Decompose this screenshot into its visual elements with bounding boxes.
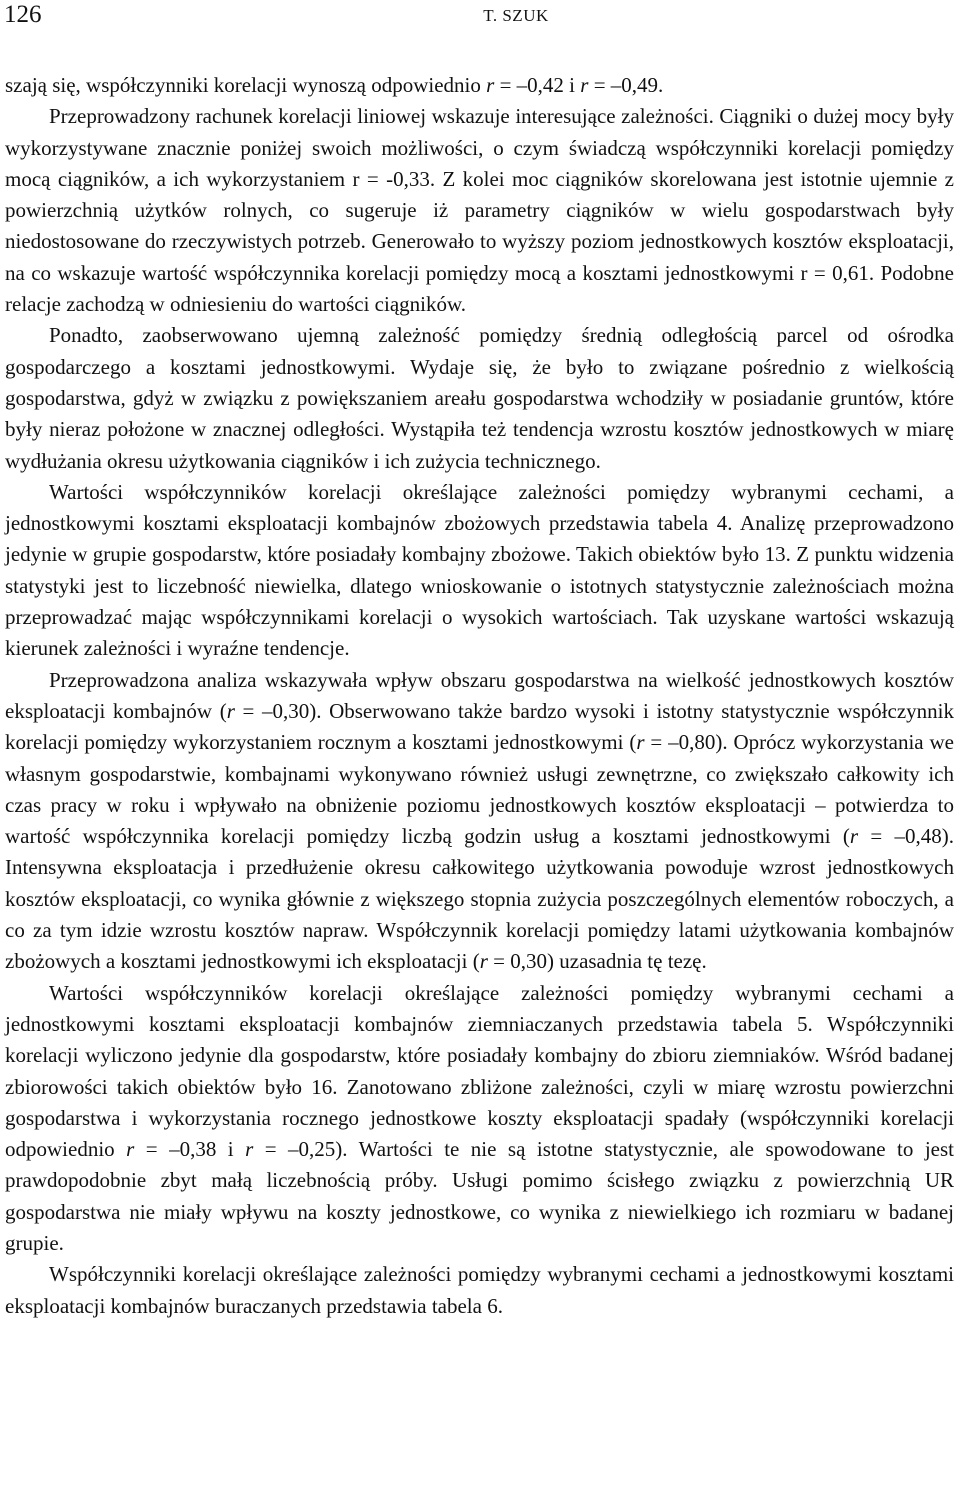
text-run: Ponadto, zaobserwowano ujemną zależność pomiędzy średnią odległością parcel od ośrodka gospodarczego a kosztami jednostkowymi. Wydaje się, że było to związane pośrednio z wielkością gospodarstwa, gdyż w związku z powiększaniem areału gospodarstwa wchodziły w posiadanie gruntów, które były nieraz położone w znacznej odległości. Wystąpiła też tendencja wzrostu kosztów jednostkowych w miarę wydłużania okresu użytkowania ciągników i ich zużycia technicznego. xyxy=(5,323,954,473)
italic-symbol: r xyxy=(486,73,495,97)
page-header xyxy=(0,0,960,40)
text-run: = 0,30) uzasadnia tę tezę. xyxy=(487,949,707,974)
text-run: = –0,38 i xyxy=(134,1137,246,1162)
text-run: = –0,30). Obserwowano także bardzo wysoki i istotny statystycznie współczynnik korelacji pomiędzy wykorzystaniem rocznym a kosztami jednostkowymi ( xyxy=(5,698,954,755)
paragraph xyxy=(5,70,954,101)
text-run: Przeprowadzona analiza wskazywała wpływ obszaru gospodarstwa na wielkość jednostkowych kosztów eksploatacji kombajnów ( xyxy=(5,667,954,723)
text-run: = –0,25). Wartości te nie są istotne statystycznie, ale spowodowane to jest prawdopodobnie zbyt małą liczebnością próby. Usługi pomimo ścisłego związku z powierzchnią UR gospodarstwa nie miały wpływu na koszty jednostkowe, co wynika z niewielkiego ich rozmiaru w badanej grupie. xyxy=(5,1137,955,1255)
text-run: Współczynniki korelacji określające zależności pomiędzy wybranymi cechami a jednostkowymi kosztami eksploatacji kombajnów buraczanych przedstawia tabela 6. xyxy=(5,1262,954,1318)
paragraph xyxy=(5,665,954,978)
paragraph xyxy=(5,320,954,476)
body-text xyxy=(5,70,954,1322)
page-number: 126 xyxy=(4,1,42,28)
italic-symbol: r xyxy=(580,73,589,97)
italic-symbol: r xyxy=(849,824,859,849)
paragraph xyxy=(5,978,954,1260)
running-head: T. SZUK xyxy=(483,6,549,25)
italic-symbol: r xyxy=(226,698,235,723)
text-run: Przeprowadzony rachunek korelacji liniowej wskazuje interesujące zależności. Ciągniki o dużej mocy były wykorzystywane znacznie poniżej swoich możliwości, o czym świadczą współczynniki korelacji pomiędzy mocą ciągników, a ich wykorzystaniem r = -0,33. Z kolei moc ciągników skorelowana jest istotnie ujemnie z powierzchnią użytków rolnych, co sugeruje iż parametry ciągników w wielu gospodarstwach były niedostosowane do rzeczywistych potrzeb. Generowało to wyższy poziom jednostkowych kosztów eksploatacji, na co wskazuje wartość współczynnika korelacji pomiędzy mocą a kosztami jednostkowymi r = 0,61. Podobne relacje zachodzą w odniesieniu do wartości ciągników. xyxy=(5,104,954,317)
paragraph xyxy=(5,477,954,665)
paragraph xyxy=(5,1259,954,1322)
text-run: szają się, współczynniki korelacji wynoszą odpowiednio xyxy=(5,73,487,97)
text-run: = –0,42 i xyxy=(494,73,581,97)
italic-symbol: r xyxy=(245,1137,254,1162)
text-run: = –0,48). Intensywna eksploatacja i przedłużenie okresu całkowitego użytkowania powoduje wzrost jednostkowych kosztów eksploatacji, co wynika głównie z większego stopnia zużycia poszczególnych elementów roboczych, a co za tym idzie wzrostu kosztów napraw. Współczynnik korelacji pomiędzy latami użytkowania kombajnów zbożowych a kosztami jednostkowymi ich eksploatacji ( xyxy=(5,824,954,974)
text-run: Wartości współczynników korelacji określające zależności pomiędzy wybranymi cechami a jednostkowymi kosztami eksploatacji kombajnów ziemniaczanych przedstawia tabela 5. Współczynniki korelacji wyliczono jedynie dla gospodarstw, które posiadały kombajny do zbioru ziemniaków. Wśród badanej zbiorowości takich obiektów było 16. Zanotowano zbliżone zależności, czyli w miarę wzrostu powierzchni gospodarstwa i wykorzystania rocznego jednostkowe koszty eksploatacji spadały (współczynniki korelacji odpowiednio xyxy=(5,980,954,1162)
italic-symbol: r xyxy=(636,730,645,755)
text-run: = –0,49. xyxy=(588,73,664,97)
text-run: Wartości współczynników korelacji określające zależności pomiędzy wybranymi cechami, a jednostkowymi kosztami eksploatacji kombajnów zbożowych przedstawia tabela 4. Analizę przeprowadzono jedynie w grupie gospodarstw, które posiadały kombajny zbożowe. Takich obiektów było 13. Z punktu widzenia statystyki jest to liczebność niewielka, dlatego wnioskowanie o istotnych statystycznie zależnościach można przeprowadzać mając współczynnikami korelacji o wysokich wartościach. Tak uzyskane wartości wskazują kierunek zależności i wyraźne tendencje. xyxy=(5,479,954,661)
italic-symbol: r xyxy=(126,1137,135,1162)
paragraph xyxy=(5,101,954,320)
italic-symbol: r xyxy=(479,949,488,974)
text-run: = –0,80). Oprócz wykorzystania we własnym gospodarstwie, kombajnami wykonywano również usługi zewnętrzne, co zwiększało całkowity ich czas pracy w roku i wpływało na obniżenie poziomu jednostkowych kosztów eksploatacji – potwierdza to wartość współczynnika korelacji pomiędzy liczbą godzin usług a kosztami jednostkowymi ( xyxy=(5,730,954,849)
